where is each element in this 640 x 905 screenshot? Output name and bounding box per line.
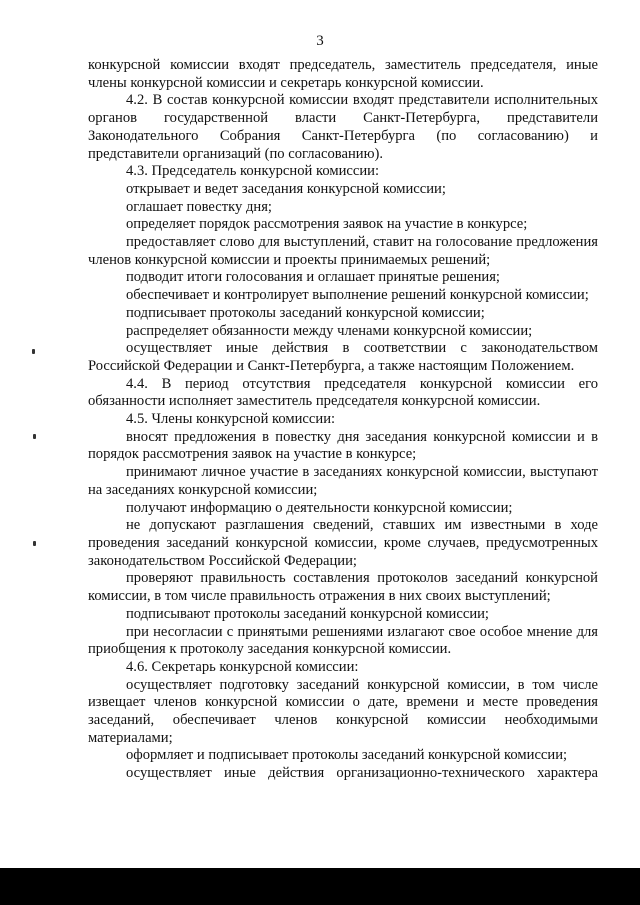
paragraph: подписывает протоколы заседаний конкурсной комиссии; xyxy=(126,304,485,321)
scan-mark xyxy=(33,541,36,546)
scan-bottom-border xyxy=(0,868,640,905)
paragraph: 4.3. Председатель конкурсной комиссии: xyxy=(126,163,380,180)
paragraph: осуществляет иные действия в соответствии с законодательством Российской Федерации и Санкт-Петербурга, а также настоящим Положением. xyxy=(88,340,598,374)
paragraph: оформляет и подписывает протоколы заседаний конкурсной комиссии; xyxy=(126,747,568,764)
paragraph: вносят предложения в повестку дня заседания конкурсной комиссии и в порядок рассмотрения заявок на участие в конкурсе; xyxy=(88,428,598,463)
paragraph: при несогласии с принятыми решениями излагают свое особое мнение для приобщения к протоколу заседания конкурсной комиссии. xyxy=(88,623,598,658)
paragraph: не допускают разглашения сведений, ставших им известными в ходе проведения заседаний конкурсной комиссии, кроме случаев, предусмотренных законодательством Российской Федерации; xyxy=(88,517,598,569)
paragraph: принимают личное участие в заседаниях конкурсной комиссии, выступают на заседаниях конкурсной комиссии; xyxy=(88,464,598,498)
page-number: 3 xyxy=(316,33,324,49)
paragraph: оглашает повестку дня; xyxy=(126,198,272,215)
paragraph: обеспечивает и контролирует выполнение решений конкурсной комиссии; xyxy=(126,287,589,304)
paragraph: открывает и ведет заседания конкурсной комиссии; xyxy=(126,180,446,197)
paragraph: предоставляет слово для выступлений, ставит на голосование предложения членов конкурсной комиссии и проекты принимаемых решений; xyxy=(88,234,598,268)
paragraph: подписывают протоколы заседаний конкурсной комиссии; xyxy=(126,605,489,622)
paragraph: проверяют правильность составления протоколов заседаний конкурсной комиссии, в том числе правильность отражения в них своих выступлений; xyxy=(88,570,598,605)
paragraph: осуществляет иные действия организационно-технического характера xyxy=(126,765,598,782)
document-body xyxy=(88,57,598,783)
paragraph: осуществляет подготовку заседаний конкурсной комиссии, в том числе извещает членов конкурсной комиссии о дате, времени и месте проведения заседаний, обеспечивает членов конкурсной комиссии необходимыми материалами; xyxy=(88,676,598,746)
paragraph: 4.2. В состав конкурсной комиссии входят представители исполнительных органов государственной власти Санкт-Петербурга, представители Законодательного Собрания Санкт-Петербурга (по согласованию) и представители организаций (по согласованию). xyxy=(88,92,598,162)
paragraph: 4.4. В период отсутствия председателя конкурсной комиссии его обязанности исполняет заместитель председателя конкурсной комиссии. xyxy=(88,375,598,410)
paragraph: определяет порядок рассмотрения заявок на участие в конкурсе; xyxy=(126,216,528,233)
paragraph: подводит итоги голосования и оглашает принятые решения; xyxy=(126,269,500,286)
paragraph: получают информацию о деятельности конкурсной комиссии; xyxy=(126,499,513,516)
paragraph: 4.5. Члены конкурсной комиссии: xyxy=(126,411,336,428)
paragraph: распределяет обязанности между членами конкурсной комиссии; xyxy=(126,322,533,339)
paragraph: 4.6. Секретарь конкурсной комиссии: xyxy=(126,658,359,675)
paragraph: конкурсной комиссии входят председатель, заместитель председателя, иные члены конкурсной комиссии и секретарь конкурсной комиссии. xyxy=(88,57,598,91)
scan-mark xyxy=(32,349,35,354)
scan-mark xyxy=(33,434,36,439)
